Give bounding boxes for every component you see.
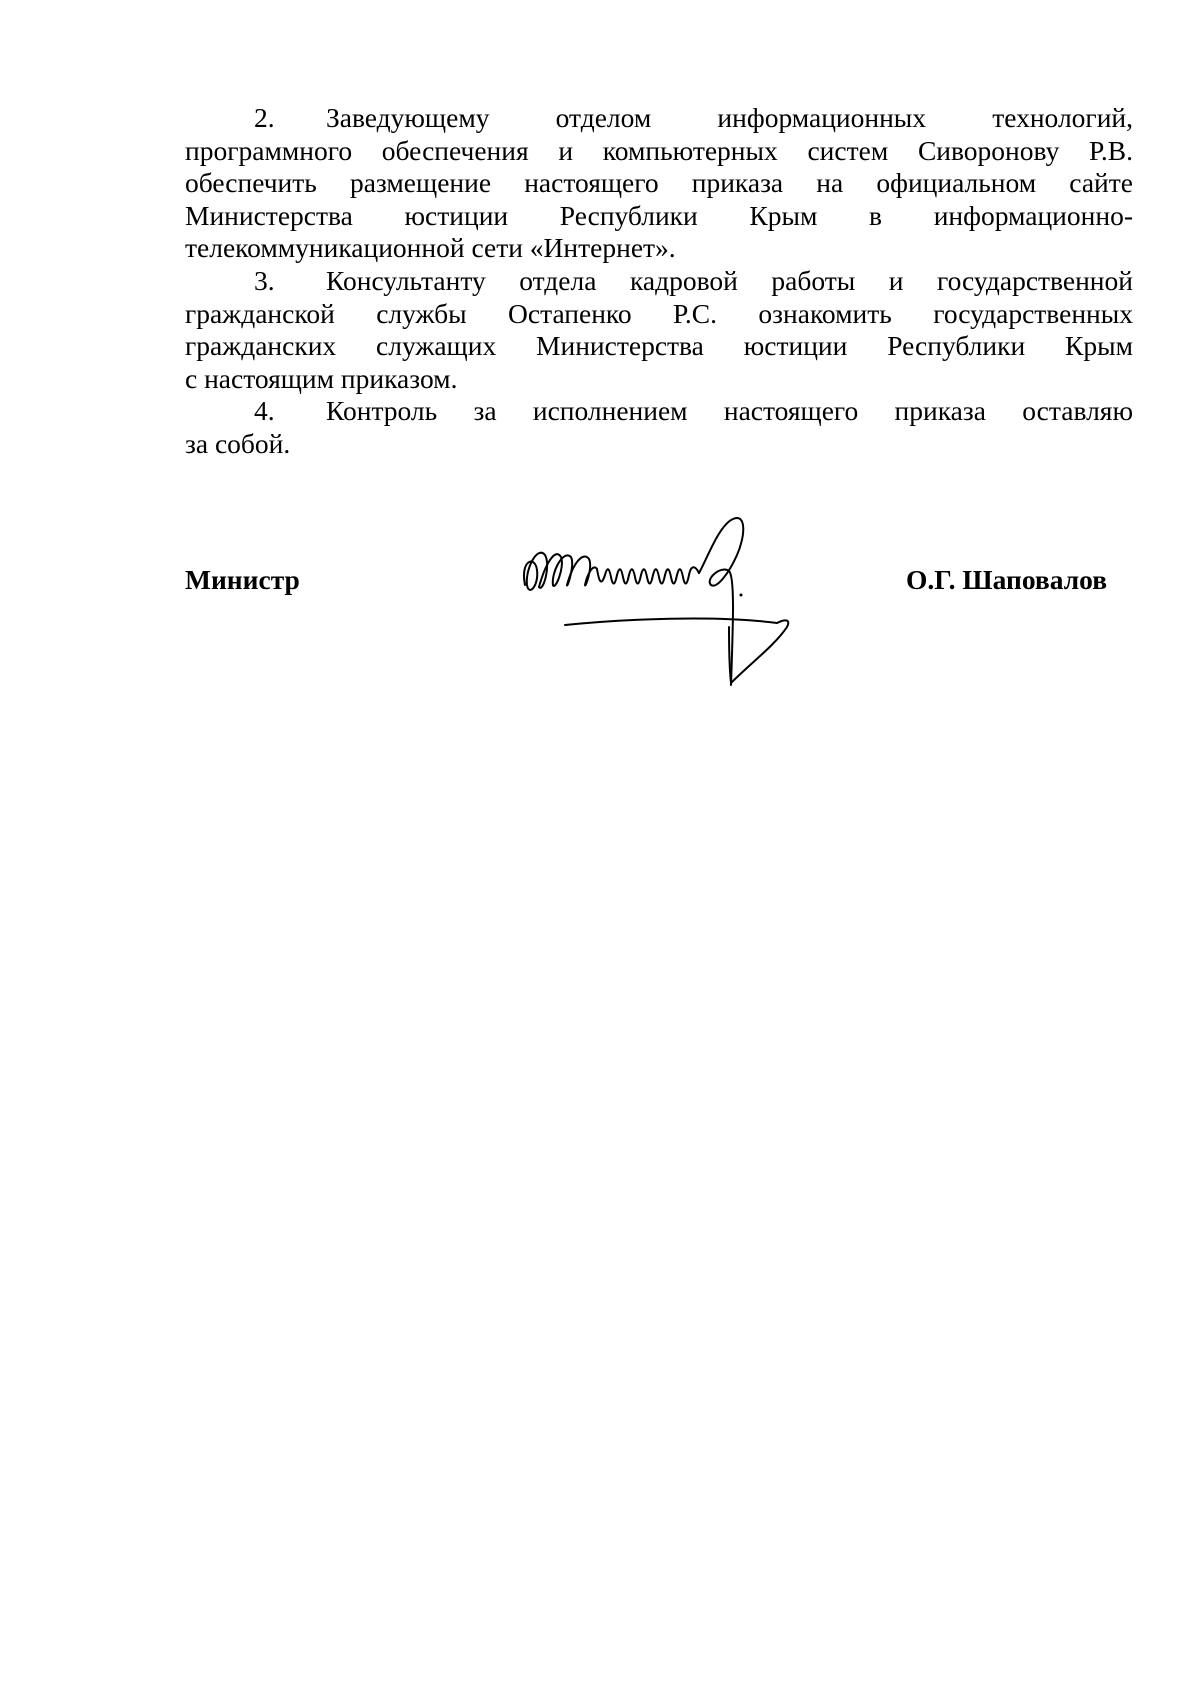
paragraph-line-text: Консультанту отдела кадровой работы и государственной	[326, 264, 1133, 296]
document-body	[185, 102, 1133, 461]
paragraph-line: телекоммуникационной сети «Интернет».	[185, 232, 676, 264]
paragraph-2	[185, 102, 1133, 265]
paragraph-line-text: Контроль за исполнением настоящего приказа оставляю	[326, 395, 1133, 427]
paragraph-number: 2.	[254, 102, 275, 133]
paragraph-line: за собой.	[185, 427, 291, 459]
paragraph-line: программного обеспечения и компьютерных систем Сиворонову Р.В.	[185, 134, 1133, 166]
paragraph-number: 4.	[254, 395, 275, 427]
paragraph-line: гражданской службы Остапенко Р.С. ознакомить государственных	[185, 297, 1133, 329]
handwritten-signature	[515, 515, 855, 715]
paragraph-line: Министерства юстиции Республики Крым в информационно-	[185, 199, 1133, 231]
paragraph-3	[185, 265, 1133, 395]
signatory-role: Министр	[185, 564, 300, 595]
paragraph-line	[185, 395, 1133, 428]
paragraph-line	[185, 102, 1133, 135]
paragraph-line	[185, 265, 1133, 298]
paragraph-line: гражданских служащих Министерства юстиции Республики Крым	[185, 330, 1133, 362]
paragraph-4	[185, 395, 1133, 460]
paragraph-line: обеспечить размещение настоящего приказа на официальном сайте	[185, 167, 1133, 199]
paragraph-number: 3.	[254, 264, 275, 296]
paragraph-line-text: Заведующему отделом информационных технологий,	[326, 102, 1133, 133]
paragraph-line: с настоящим приказом.	[185, 362, 458, 394]
signatory-name: О.Г. Шаповалов	[906, 564, 1108, 595]
